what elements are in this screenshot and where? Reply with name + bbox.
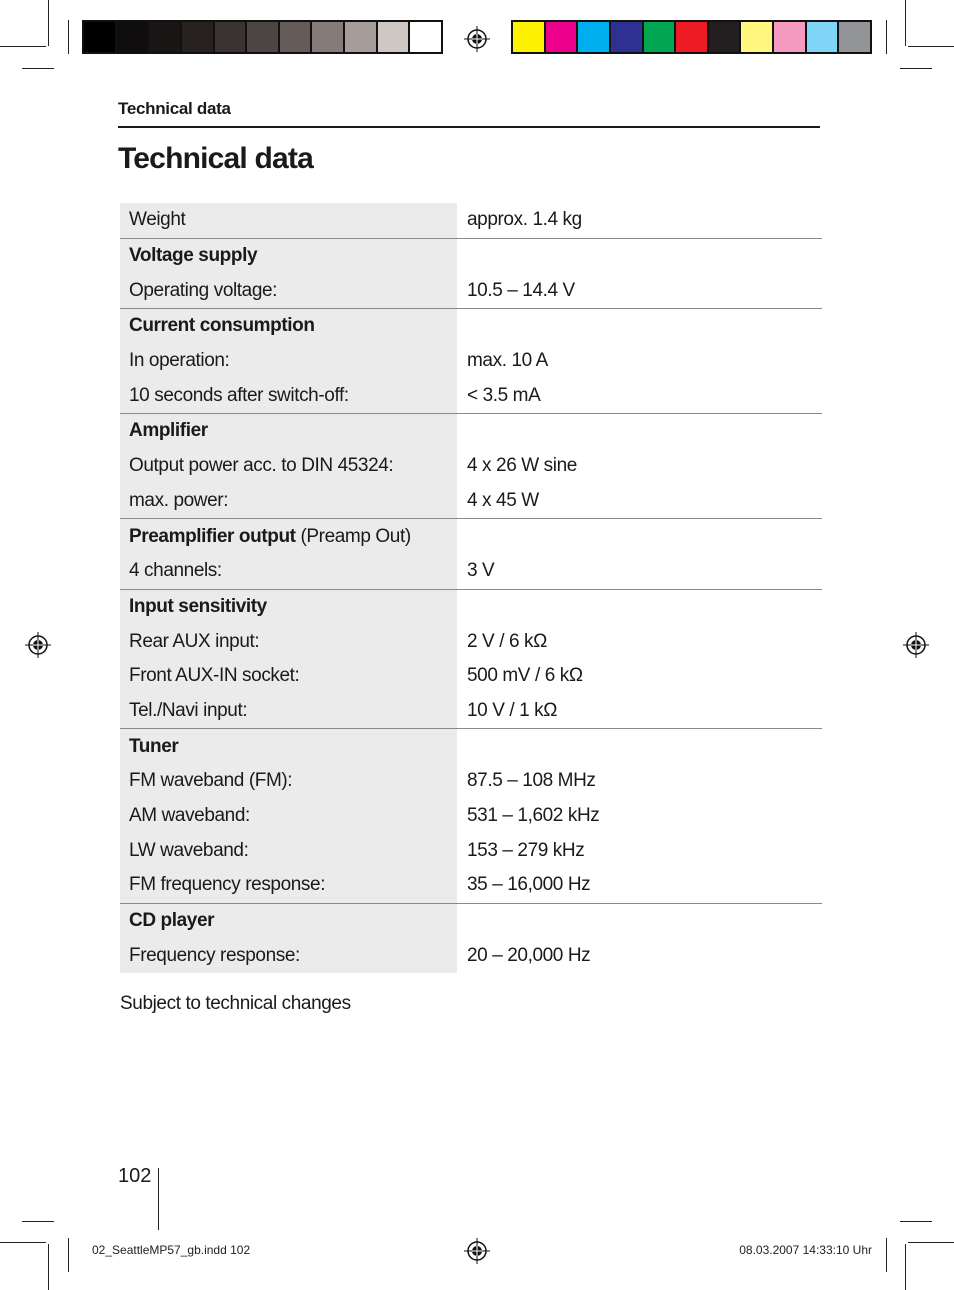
spec-row (120, 484, 822, 519)
crop-mark (900, 1221, 932, 1222)
spec-value: approx. 1.4 kg (467, 209, 582, 231)
spec-group-heading-row (120, 414, 822, 449)
color-swatch (741, 22, 774, 52)
spec-empty-cell (457, 904, 822, 939)
spec-value: 20 – 20,000 Hz (467, 944, 591, 966)
registration-mark-icon (25, 632, 51, 658)
spec-row (120, 799, 822, 834)
color-swatch (546, 22, 579, 52)
color-swatch (839, 22, 870, 52)
spec-row (120, 938, 822, 973)
crop-mark (900, 68, 932, 69)
spec-group-heading (120, 519, 457, 554)
crop-mark (48, 0, 49, 46)
spec-row (120, 344, 822, 379)
spec-group (120, 904, 822, 973)
spec-group (120, 239, 822, 309)
spec-row (120, 868, 822, 903)
color-swatch (345, 22, 378, 52)
spec-group-heading-text: Input sensitivity (129, 595, 267, 617)
spec-label: Operating voltage: (120, 273, 457, 308)
crop-mark (22, 1221, 54, 1222)
spec-value: max. 10 A (467, 350, 548, 372)
spec-group-heading-text: Voltage supply (129, 245, 258, 267)
spec-empty-cell (457, 729, 822, 764)
color-swatch (611, 22, 644, 52)
color-swatch (182, 22, 215, 52)
page-title: Technical data (118, 142, 313, 175)
spec-label: AM waveband: (120, 799, 457, 834)
spec-label: In operation: (120, 344, 457, 379)
spec-value: 10.5 – 14.4 V (467, 279, 575, 301)
crop-mark (48, 1244, 49, 1290)
color-swatch (774, 22, 807, 52)
grayscale-color-bar (82, 20, 443, 54)
spec-group-heading (120, 309, 457, 344)
spec-group (120, 414, 822, 519)
spec-empty-cell (457, 309, 822, 344)
spec-row (120, 694, 822, 729)
spec-label: 10 seconds after switch-off: (120, 378, 457, 413)
color-swatch (280, 22, 313, 52)
color-swatch (312, 22, 345, 52)
color-swatch (149, 22, 182, 52)
process-color-bar (511, 20, 872, 54)
spec-label: Tel./Navi input: (120, 694, 457, 729)
spec-group-heading (120, 239, 457, 274)
spec-label: Rear AUX input: (120, 624, 457, 659)
color-swatch (644, 22, 677, 52)
spec-value: 500 mV / 6 kΩ (467, 665, 583, 687)
spec-group-heading-row (120, 519, 822, 554)
registration-mark-icon (464, 1238, 490, 1264)
spec-label: Frequency response: (120, 938, 457, 973)
spec-group-heading (120, 904, 457, 939)
footnote: Subject to technical changes (120, 993, 351, 1014)
spec-group-heading-text: Preamplifier output (129, 525, 296, 547)
spec-label: FM waveband (FM): (120, 764, 457, 799)
spec-group-heading-row (120, 904, 822, 939)
spec-label: 4 channels: (120, 554, 457, 589)
spec-row (120, 273, 822, 308)
color-swatch (676, 22, 709, 52)
spec-row (120, 378, 822, 413)
spec-group-heading-text: Current consumption (129, 315, 315, 337)
slug-timestamp: 08.03.2007 14:33:10 Uhr (739, 1243, 872, 1257)
spec-group-heading-text: Tuner (129, 735, 179, 757)
header-rule (118, 126, 820, 128)
spec-value: 153 – 279 kHz (467, 839, 585, 861)
registration-mark-icon (903, 632, 929, 658)
crop-mark (68, 20, 69, 54)
color-swatch (513, 22, 546, 52)
spec-group (120, 309, 822, 414)
spec-empty-cell (457, 590, 822, 625)
color-swatch (410, 22, 441, 52)
spec-value: < 3.5 mA (467, 384, 541, 406)
spec-label: max. power: (120, 484, 457, 519)
color-swatch (709, 22, 742, 52)
color-swatch (578, 22, 611, 52)
color-swatch (84, 22, 117, 52)
spec-group-heading-text: CD player (129, 910, 215, 932)
page-number-rule (158, 1168, 159, 1230)
spec-row (120, 833, 822, 868)
spec-value: 3 V (467, 560, 495, 582)
color-swatch (378, 22, 411, 52)
crop-mark (68, 1238, 69, 1272)
crop-mark (905, 0, 906, 46)
page-number: 102 (118, 1165, 152, 1187)
spec-group-heading-text: Amplifier (129, 420, 208, 442)
spec-value: 4 x 45 W (467, 489, 539, 511)
spec-label: Output power acc. to DIN 45324: (120, 449, 457, 484)
spec-value: 531 – 1,602 kHz (467, 805, 600, 827)
crop-mark (908, 1242, 954, 1243)
slug-filename: 02_SeattleMP57_gb.indd 102 (92, 1243, 251, 1257)
spec-group-heading-row (120, 309, 822, 344)
color-swatch (807, 22, 840, 52)
spec-table (120, 203, 822, 973)
crop-mark (905, 1244, 906, 1290)
spec-label: FM frequency response: (120, 868, 457, 903)
spec-empty-cell (457, 239, 822, 274)
crop-mark (0, 46, 46, 47)
spec-value: 87.5 – 108 MHz (467, 770, 596, 792)
spec-group-heading (120, 590, 457, 625)
spec-group (120, 729, 822, 903)
spec-value: 35 – 16,000 Hz (467, 874, 591, 896)
spec-row (120, 624, 822, 659)
crop-mark (22, 68, 54, 69)
spec-label: Weight (120, 203, 457, 238)
spec-label: LW waveband: (120, 833, 457, 868)
spec-empty-cell (457, 519, 822, 554)
spec-empty-cell (457, 414, 822, 449)
spec-label: Front AUX-IN socket: (120, 659, 457, 694)
spec-row (120, 203, 822, 238)
spec-group (120, 519, 822, 589)
spec-group (120, 203, 822, 239)
color-swatch (117, 22, 150, 52)
crop-mark (0, 1242, 46, 1243)
spec-group-heading (120, 729, 457, 764)
crop-mark (908, 46, 954, 47)
spec-group-heading-row (120, 239, 822, 274)
spec-group-heading-row (120, 729, 822, 764)
spec-group-heading-suffix: (Preamp Out) (295, 525, 411, 547)
registration-mark-icon (464, 26, 490, 52)
crop-mark (886, 20, 887, 54)
spec-row (120, 764, 822, 799)
spec-row (120, 659, 822, 694)
color-swatch (215, 22, 248, 52)
running-head: Technical data (118, 99, 231, 118)
spec-row (120, 449, 822, 484)
spec-group-heading-row (120, 590, 822, 625)
spec-group-heading (120, 414, 457, 449)
spec-group (120, 590, 822, 730)
color-swatch (247, 22, 280, 52)
crop-mark (886, 1238, 887, 1272)
spec-value: 10 V / 1 kΩ (467, 699, 558, 721)
spec-value: 4 x 26 W sine (467, 455, 577, 477)
spec-row (120, 554, 822, 589)
spec-value: 2 V / 6 kΩ (467, 630, 547, 652)
